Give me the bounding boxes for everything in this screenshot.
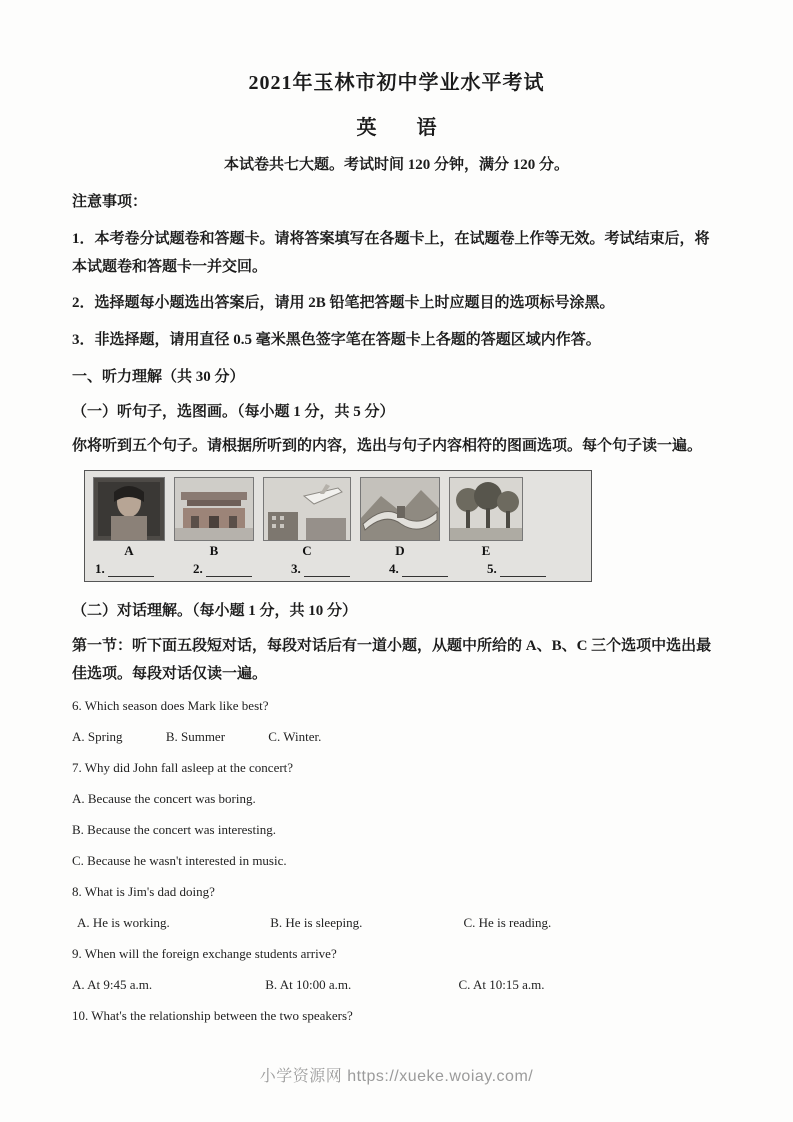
answer-blank-2-number: 2.	[193, 561, 203, 576]
answer-blank-3-number: 3.	[291, 561, 301, 576]
picture-label-b: B	[209, 543, 219, 558]
question-9-option-a: A. At 9:45 a.m.	[72, 977, 153, 993]
part2-instruction: 第一节：听下面五段短对话，每段对话后有一道小题，从题中所给的 A、B、C 三个选项中选出最佳选项。每段对话仅读一遍。	[72, 637, 712, 682]
photos-row	[93, 477, 583, 559]
section-heading-listening: 一、听力理解（共 30 分）	[72, 368, 245, 385]
footer-watermark: 小学资源网 https://xueke.woiay.com/	[259, 1068, 534, 1085]
part1-heading: （一）听句子，选图画。（每小题 1 分，共 5 分）	[72, 403, 395, 420]
question-6-option-a: A. Spring	[72, 729, 123, 745]
answer-blank-4-number: 4.	[389, 561, 399, 576]
answer-blank-4-line	[402, 565, 448, 577]
picture-label-e: E	[481, 543, 491, 558]
answer-blank-2	[193, 561, 291, 577]
photo-cell-a	[93, 477, 165, 559]
exam-info: 本试卷共七大题。考试时间 120 分钟，满分 120 分。	[223, 157, 569, 173]
question-8-text: 8. What is Jim's dad doing?	[72, 884, 215, 900]
notice-item-1: 1．本考卷分试题卷和答题卡。请将答案填写在各题卡上，在试题卷上作等无效。考试结束后，将本试题卷和答题卡一并交回。	[72, 230, 710, 275]
answer-blanks-row	[93, 561, 583, 577]
notice-heading: 注意事项：	[72, 194, 148, 210]
picture-a-girl-portrait-photo	[93, 477, 165, 541]
picture-label-c: C	[302, 543, 312, 558]
photo-cell-d	[360, 477, 440, 559]
question-9-text: 9. When will the foreign exchange students arrive?	[72, 946, 337, 962]
part1-instruction: 你将听到五个句子。请根据所听到的内容，选出与句子内容相符的图画选项。每个句子读一遍。	[72, 438, 703, 455]
notice-item-3: 3．非选择题，请用直径 0.5 毫米黑色签字笔在答题卡上各题的答题区域内作答。	[72, 332, 601, 348]
question-9-options	[72, 976, 721, 993]
picture-label-a: A	[124, 543, 134, 558]
photo-cell-e	[449, 477, 523, 559]
answer-blank-1	[95, 561, 193, 577]
answer-blank-1-line	[108, 565, 154, 577]
question-7-text: 7. Why did John fall asleep at the concert?	[72, 760, 294, 776]
photo-cell-b	[174, 477, 254, 559]
answer-blank-1-number: 1.	[95, 561, 105, 576]
question-9-option-c: C. At 10:15 a.m.	[458, 977, 545, 993]
answer-blank-5	[487, 561, 546, 577]
listening-pictures-box	[84, 470, 592, 582]
answer-blank-4	[389, 561, 487, 577]
picture-e-trees-photo	[449, 477, 523, 541]
exam-title: 2021年玉林市初中学业水平考试	[248, 72, 545, 94]
question-7-option-a: A. Because the concert was boring.	[72, 791, 256, 807]
question-8-option-a: A. He is working.	[77, 915, 170, 931]
question-6-options	[72, 728, 721, 745]
picture-label-d: D	[395, 543, 405, 558]
notice-item-2: 2．选择题每小题选出答案后，请用 2B 铅笔把答题卡上时应题目的选项标号涂黑。	[72, 295, 615, 312]
subject-title: 英 语	[356, 117, 437, 139]
picture-b-tiananmen-photo	[174, 477, 254, 541]
part2-heading: （二）对话理解。（每小题 1 分，共 10 分）	[72, 603, 358, 619]
question-6-option-c: C. Winter.	[268, 729, 322, 745]
question-8-option-c: C. He is reading.	[463, 915, 552, 931]
question-7-option-b: B. Because the concert was interesting.	[72, 822, 276, 838]
picture-d-great-wall-photo	[360, 477, 440, 541]
question-8-option-b: B. He is sleeping.	[270, 915, 363, 931]
question-8-options	[72, 914, 721, 931]
answer-blank-3-line	[304, 565, 350, 577]
question-6-text: 6. Which season does Mark like best?	[72, 698, 269, 714]
question-6-option-b: B. Summer	[165, 729, 226, 745]
answer-blank-5-line	[500, 565, 546, 577]
question-9-option-b: B. At 10:00 a.m.	[265, 977, 352, 993]
question-10-text: 10. What's the relationship between the two speakers?	[72, 1008, 353, 1024]
picture-c-airplane-photo	[263, 477, 351, 541]
question-7-option-c: C. Because he wasn't interested in music.	[72, 853, 287, 869]
answer-blank-5-number: 5.	[487, 561, 497, 576]
photo-cell-c	[263, 477, 351, 559]
answer-blank-2-line	[206, 565, 252, 577]
answer-blank-3	[291, 561, 389, 577]
